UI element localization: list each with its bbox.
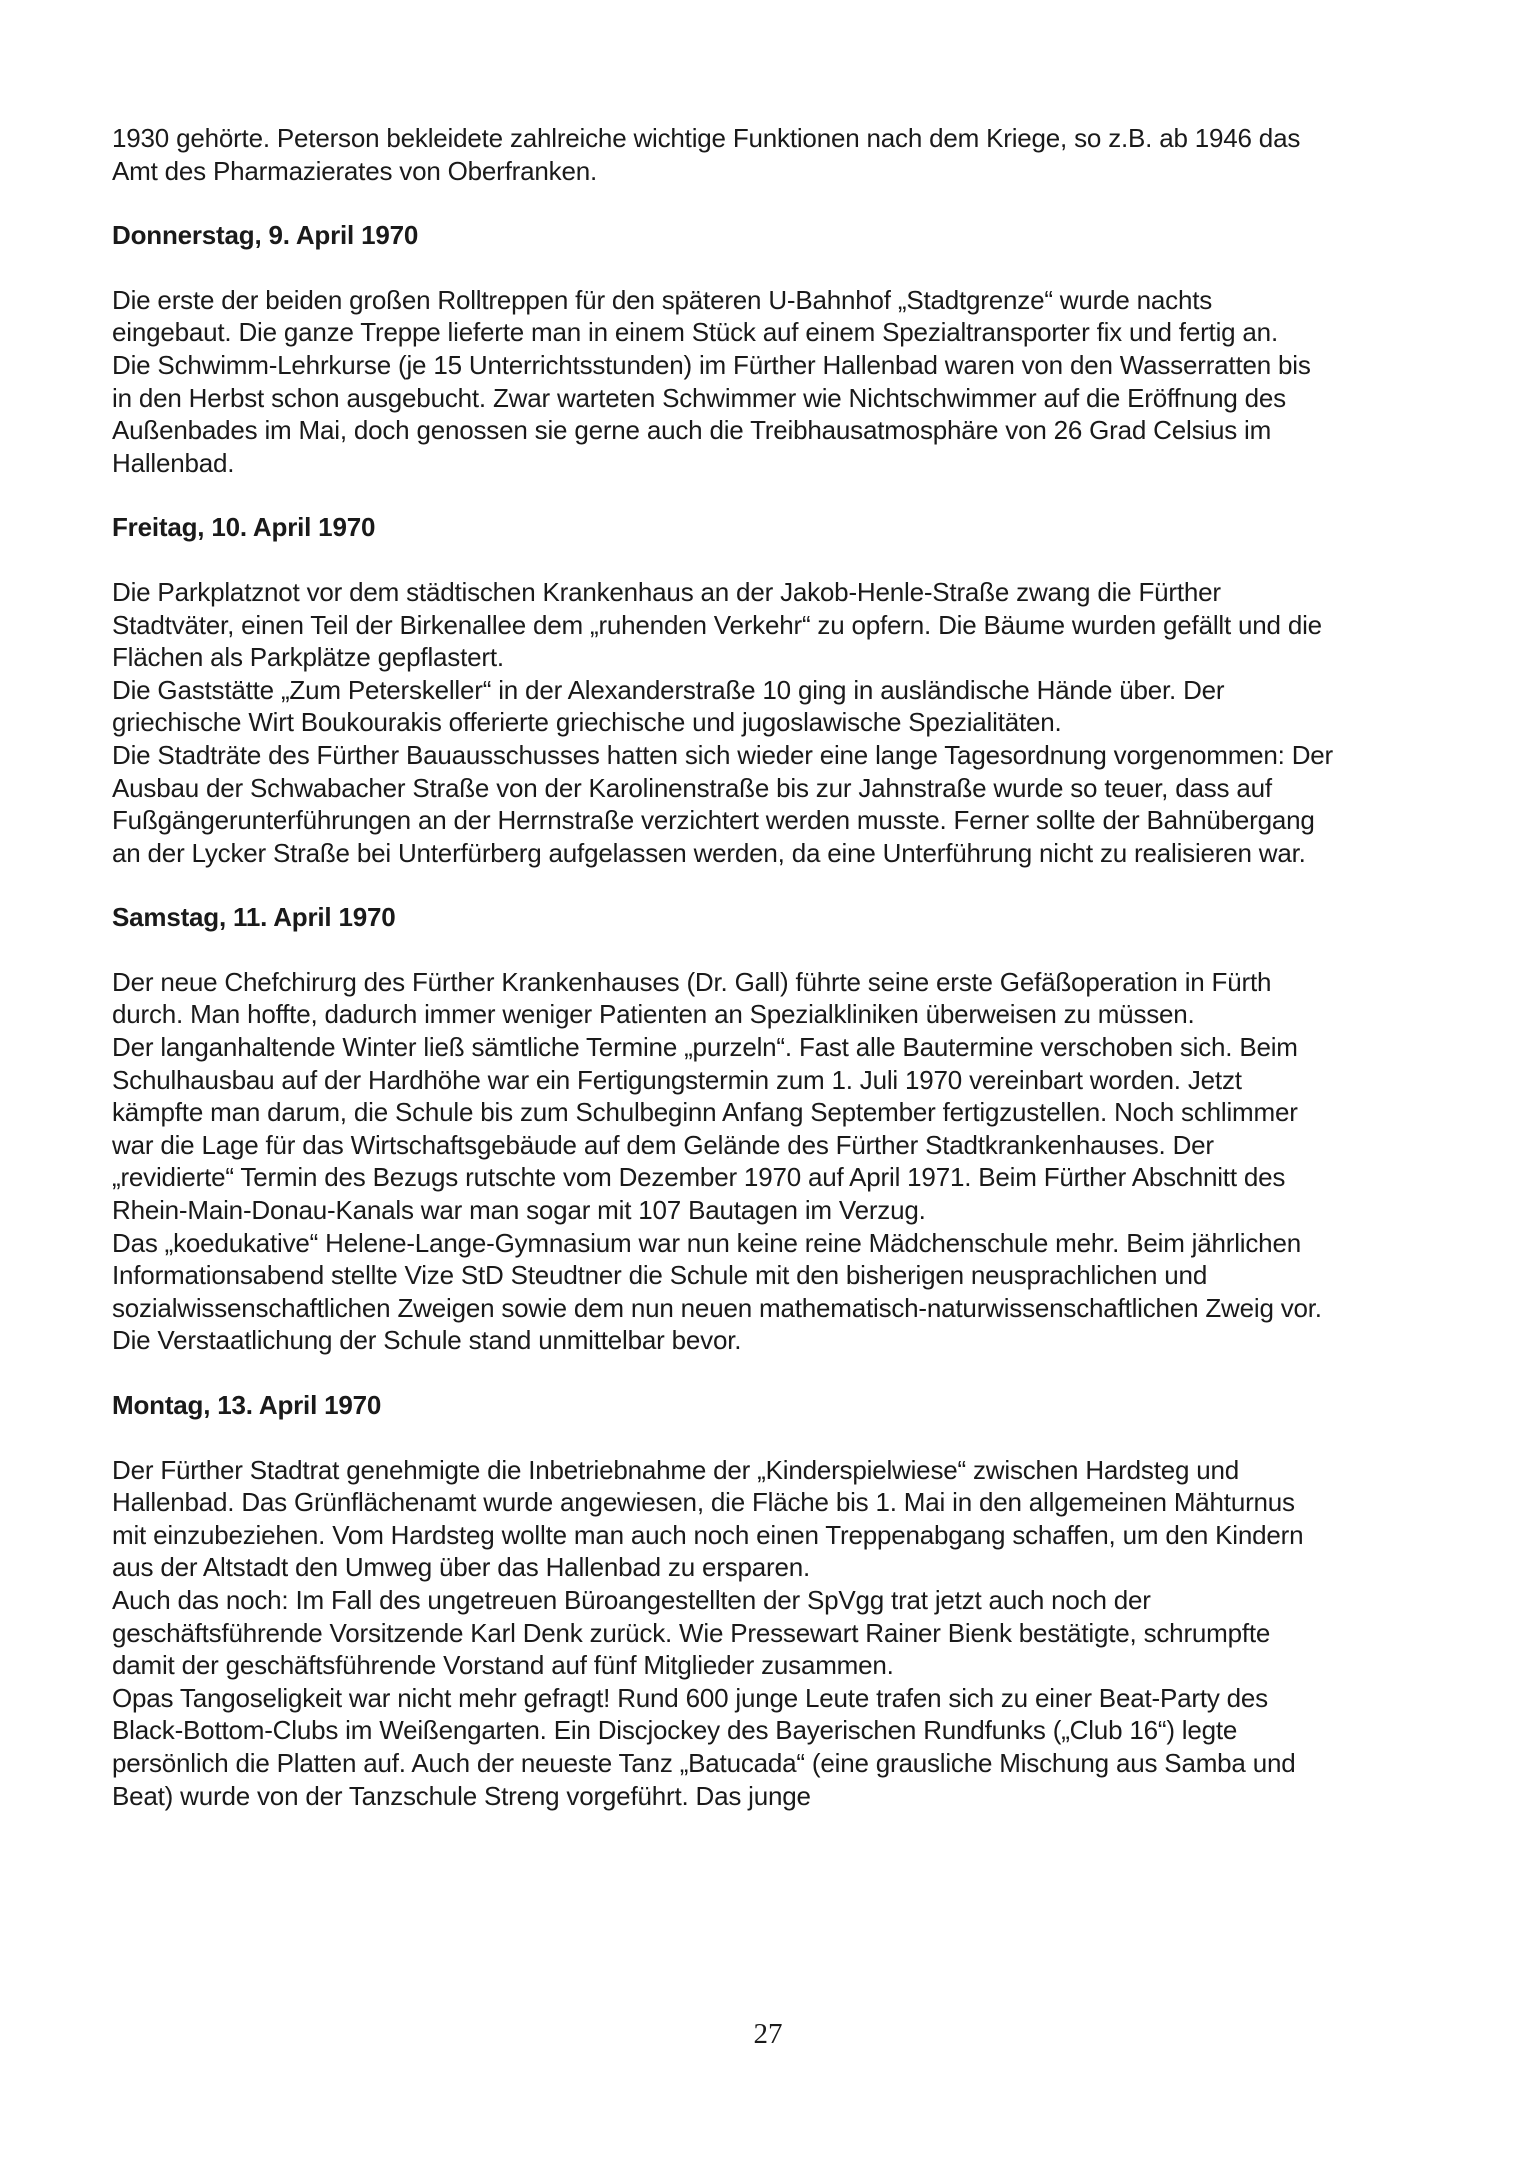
paragraph: Der Fürther Stadtrat genehmigte die Inbetriebnahme der „Kinderspielwiese“ zwischen Hardsteg und Hallenbad. Das Grünflächenamt wurde angewiesen, die Fläche bis 1. Mai in den allgemeinen Mähturnus mit einzubeziehen. Vom Hardsteg wollte man auch noch einen Treppenabgang schaffen, um den Kindern aus der Altstadt den Umweg über das Hallenbad zu ersparen.: [112, 1454, 1304, 1583]
paragraph: Die Gaststätte „Zum Peterskeller“ in der Alexanderstraße 10 ging in ausländische Hände über. Der griechische Wirt Boukourakis offerierte griechische und jugoslawische Spezialitäten.: [112, 674, 1225, 738]
paragraph: Das „koedukative“ Helene-Lange-Gymnasium war nun keine reine Mädchenschule mehr. Beim jährlichen Informationsabend stellte Vize StD Steudtner die Schule mit den bisherigen neusprachlichen und sozialwissenschaftlichen Zweigen sowie dem nun neuen mathematisch-naturwissenschaftlichen Zweig vor. Die Verstaatlichung der Schule stand unmittelbar bevor.: [112, 1227, 1322, 1356]
paragraph: Auch das noch: Im Fall des ungetreuen Büroangestellten der SpVgg trat jetzt auch noch der geschäftsführende Vorsitzende Karl Denk zurück. Wie Pressewart Rainer Bienk bestätigte, schrumpfte damit der geschäftsführende Vorstand auf fünf Mitglieder zusammen.: [112, 1584, 1271, 1681]
paragraph: Opas Tangoseligkeit war nicht mehr gefragt! Rund 600 junge Leute trafen sich zu einer Beat-Party des Black-Bottom-Clubs im Weißengarten. Ein Discjockey des Bayerischen Rundfunks („Club 16“) legte persönlich die Platten auf. Auch der neueste Tanz „Batucada“ (eine grausliche Mischung aus Samba und Beat) wurde von der Tanzschule Streng vorgeführt. Das junge: [112, 1682, 1296, 1811]
paragraph: Die Parkplatznot vor dem städtischen Krankenhaus an der Jakob-Henle-Straße zwang die Fürther Stadtväter, einen Teil der Birkenallee dem „ruhenden Verkehr“ zu opfern. Die Bäume wurden gefällt und die Flächen als Parkplätze gepflastert.: [112, 576, 1322, 673]
section-body-montag: [112, 1454, 1334, 1813]
paragraph: Die erste der beiden großen Rolltreppen für den späteren U-Bahnhof „Stadtgrenze“ wurde nachts eingebaut. Die ganze Treppe lieferte man in einem Stück auf einem Spezialtransporter fix und fertig an.: [112, 284, 1278, 348]
section-body-freitag: [112, 576, 1334, 869]
section-heading-samstag: Samstag, 11. April 1970: [112, 902, 396, 933]
intro-paragraph: 1930 gehörte. Peterson bekleidete zahlreiche wichtige Funktionen nach dem Kriege, so z.B. ab 1946 das Amt des Pharmazierates von Oberfranken.: [112, 123, 1301, 186]
page-number: 27: [753, 2018, 783, 2050]
section-body-donnerstag: [112, 284, 1334, 480]
intro-block: [112, 122, 1334, 187]
page-body: [112, 122, 1334, 1812]
section-heading-montag: Montag, 13. April 1970: [112, 1390, 382, 1420]
paragraph: Die Stadträte des Fürther Bauausschusses hatten sich wieder eine lange Tagesordnung vorgenommen: Der Ausbau der Schwabacher Straße von der Karolinenstraße bis zur Jahnstraße wurde so teuer, dass auf Fußgängerunterführungen an der Herrnstraße verzichtert werden musste. Ferner sollte der Bahnübergang an der Lycker Straße bei Unterfürberg aufgelassen werden, da eine Unterführung nicht zu realisieren war.: [112, 739, 1334, 868]
section-heading-freitag: Freitag, 10. April 1970: [112, 512, 376, 543]
section-heading-donnerstag: Donnerstag, 9. April 1970: [112, 220, 419, 251]
paragraph: Die Schwimm-Lehrkurse (je 15 Unterrichtsstunden) im Fürther Hallenbad waren von den Wasserratten bis in den Herbst schon ausgebucht. Zwar warteten Schwimmer wie Nichtschwimmer auf die Eröffnung des Außenbades im Mai, doch genossen sie gerne auch die Treibhausatmosphäre von 26 Grad Celsius im Hallenbad.: [112, 349, 1311, 478]
section-body-samstag: [112, 966, 1334, 1357]
paragraph: Der langanhaltende Winter ließ sämtliche Termine „purzeln“. Fast alle Bautermine verschoben sich. Beim Schulhausbau auf der Hardhöhe war ein Fertigungstermin zum 1. Juli 1970 vereinbart worden. Jetzt kämpfte man darum, die Schule bis zum Schulbeginn Anfang September fertigzustellen. Noch schlimmer war die Lage für das Wirtschaftsgebäude auf dem Gelände des Fürther Stadtkrankenhauses. Der „revidierte“ Termin des Bezugs rutschte vom Dezember 1970 auf April 1971. Beim Fürther Abschnitt des Rhein-Main-Donau-Kanals war man sogar mit 107 Bautagen im Verzug.: [112, 1032, 1298, 1226]
paragraph: Der neue Chefchirurg des Fürther Krankenhauses (Dr. Gall) führte seine erste Gefäßoperation in Fürth durch. Man hoffte, dadurch immer weniger Patienten an Spezialkliniken überweisen zu müssen.: [112, 966, 1272, 1030]
